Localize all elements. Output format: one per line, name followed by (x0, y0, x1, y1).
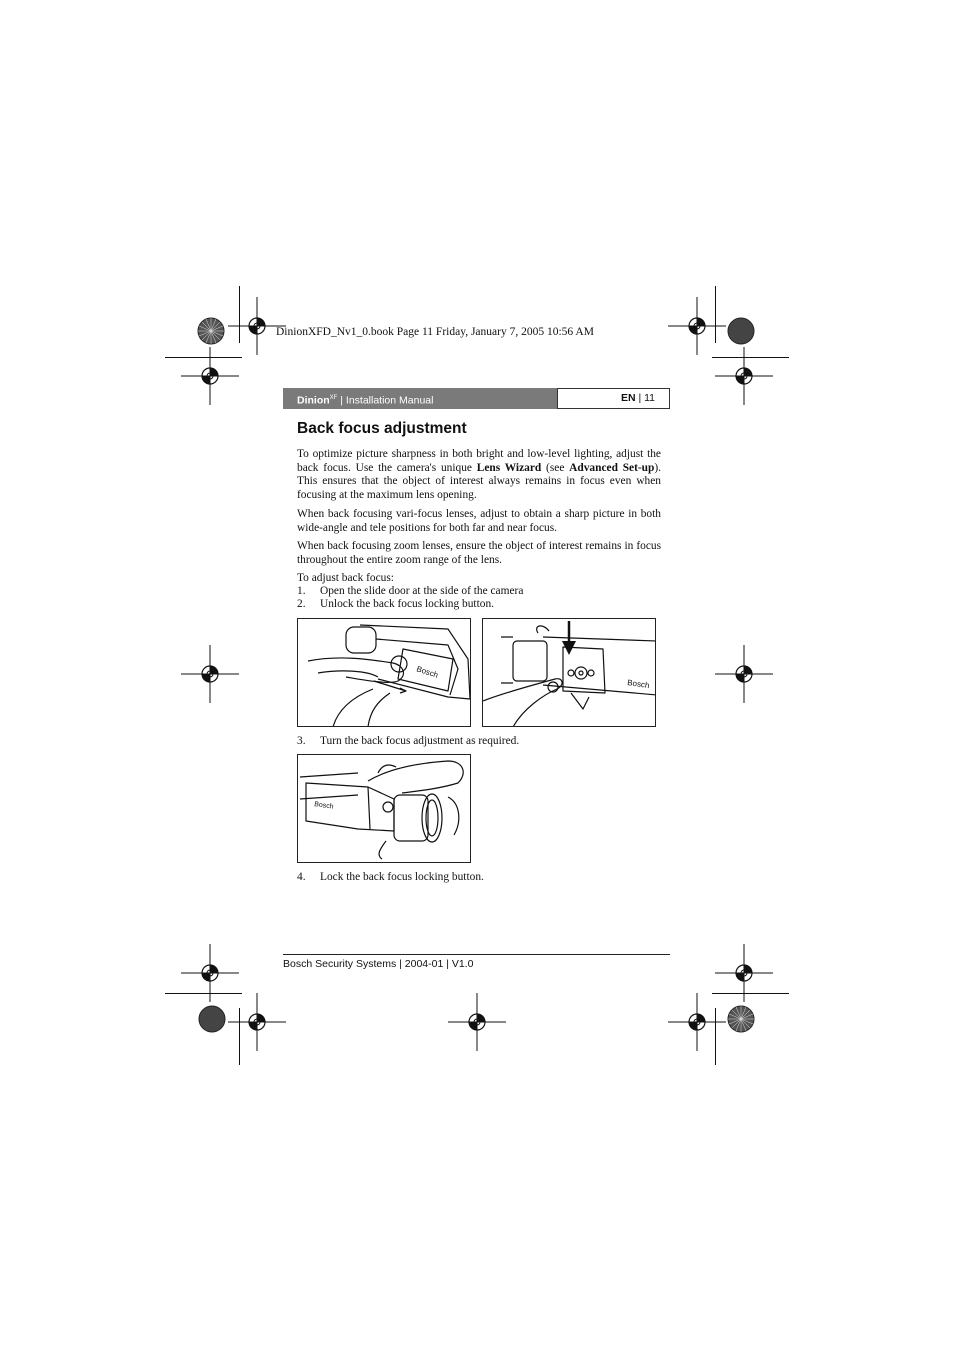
brand-logo: Bosch (626, 678, 650, 691)
steps-intro: To adjust back focus: (297, 572, 394, 584)
step-number: 1. (297, 585, 306, 597)
step-text: Unlock the back focus locking button. (320, 598, 494, 610)
footer-rule (283, 954, 670, 955)
paragraph-zoom: When back focusing zoom lenses, ensure the object of interest remains in focus throughout the entire zoom range of the lens. (297, 540, 661, 566)
step-text: Open the slide door at the side of the camera (320, 585, 524, 597)
text-run: To optimize picture sharpness in both bright and low-level lighting, adjust the back focus. Use the camera's unique (297, 448, 661, 474)
page-number: | 11 (638, 392, 655, 404)
brand-logo: Bosch (313, 801, 334, 811)
paragraph-intro (297, 448, 661, 502)
running-header-title (283, 388, 557, 409)
camera-illustration (298, 755, 471, 863)
step-number: 4. (297, 871, 306, 883)
camera-illustration (298, 619, 471, 727)
brand-logo: Bosch (415, 664, 440, 680)
manual-name: | Installation Manual (340, 394, 434, 407)
step-number: 2. (297, 598, 306, 610)
figure-turn-back-focus (297, 754, 471, 863)
list-item (297, 598, 494, 612)
step-number: 3. (297, 735, 306, 747)
print-slug: DinionXFD_Nv1_0.book Page 11 Friday, January 7, 2005 10:56 AM (276, 326, 594, 338)
product-name: Dinion (297, 394, 330, 407)
list-item (297, 735, 519, 749)
paragraph-varifocus: When back focusing vari-focus lenses, adjust to obtain a sharp picture in both wide-angle and tele positions for both far and near focus. (297, 508, 661, 534)
running-header-page (557, 388, 670, 409)
language-code: EN (620, 392, 636, 404)
list-item (297, 871, 484, 885)
step-text: Lock the back focus locking button. (320, 871, 484, 883)
page-footer: Bosch Security Systems | 2004-01 | V1.0 (283, 958, 474, 970)
camera-illustration (483, 619, 656, 727)
advanced-setup-term: Advanced Set-up (569, 461, 655, 474)
text-run: ). This ensures that the object of interest always remains in focus even when focusing at the maximum lens opening. (297, 461, 661, 501)
lens-wizard-term: Lens Wizard (476, 461, 542, 474)
list-item (297, 585, 523, 599)
step-text: Turn the back focus adjustment as required. (320, 735, 520, 747)
figure-open-slide-door (297, 618, 471, 727)
text-run: (see (541, 461, 570, 474)
figure-unlock-button (482, 618, 656, 727)
product-superscript: XF (329, 395, 338, 401)
section-title: Back focus adjustment (297, 420, 467, 437)
